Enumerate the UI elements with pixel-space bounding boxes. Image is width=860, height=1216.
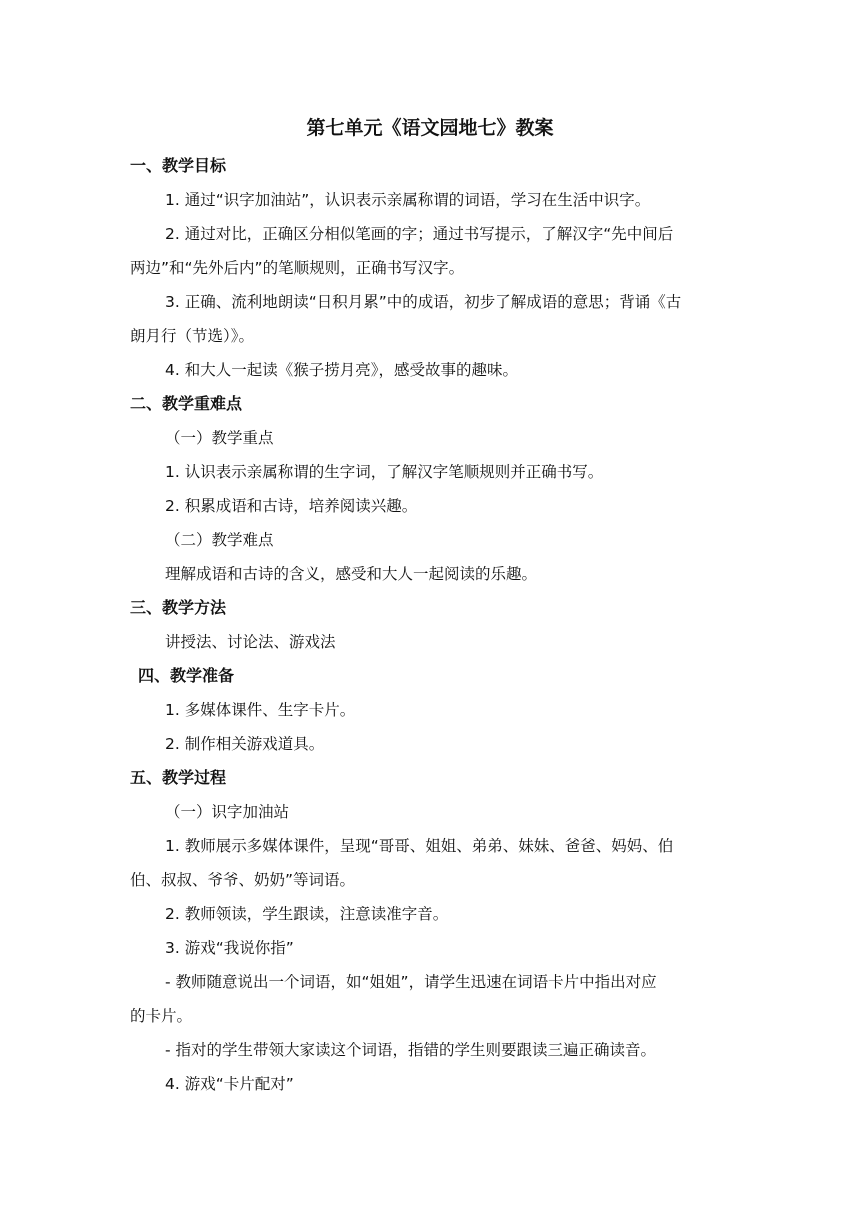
paragraph-line: 2. 积累成语和古诗，培养阅读兴趣。	[165, 497, 418, 515]
paragraph-line: 两边”和“先外后内”的笔顺规则，正确书写汉字。	[130, 259, 465, 277]
section-heading-methods: 三、教学方法	[130, 598, 227, 617]
paragraph-line: 4. 游戏“卡片配对”	[165, 1075, 294, 1093]
paragraph-line: 4. 和大人一起读《猴子捞月亮》，感受故事的趣味。	[165, 361, 518, 379]
paragraph-line: - 教师随意说出一个词语，如“姐姐”，请学生迅速在词语卡片中指出对应	[165, 973, 657, 991]
paragraph-line: 伯、叔叔、爷爷、奶奶”等词语。	[130, 871, 356, 889]
paragraph-line: 3. 游戏“我说你指”	[165, 939, 294, 957]
paragraph-line: - 指对的学生带领大家读这个词语，指错的学生则要跟读三遍正确读音。	[165, 1041, 657, 1059]
paragraph-line: 1. 通过“识字加油站”，认识表示亲属称谓的词语，学习在生活中识字。	[165, 191, 651, 209]
section-heading-process: 五、教学过程	[130, 768, 227, 787]
paragraph-line: 的卡片。	[130, 1007, 193, 1025]
paragraph-line: 2. 制作相关游戏道具。	[165, 735, 325, 753]
paragraph-line: 讲授法、讨论法、游戏法	[165, 633, 336, 651]
paragraph-line: 1. 多媒体课件、生字卡片。	[165, 701, 356, 719]
section-heading-preparation: 四、教学准备	[138, 666, 235, 685]
paragraph-line: 理解成语和古诗的含义，感受和大人一起阅读的乐趣。	[165, 565, 538, 583]
document-title: 第七单元《语文园地七》教案	[306, 117, 554, 139]
subheading: （一）教学重点	[165, 429, 274, 447]
paragraph-line: 1. 认识表示亲属称谓的生字词，了解汉字笔顺规则并正确书写。	[165, 463, 604, 481]
subheading: （一）识字加油站	[165, 803, 290, 821]
section-heading-key-points: 二、教学重难点	[130, 394, 243, 413]
paragraph-line: 2. 教师领读，学生跟读，注意读准字音。	[165, 905, 449, 923]
section-heading-objectives: 一、教学目标	[130, 156, 227, 175]
paragraph-line: 1. 教师展示多媒体课件，呈现“哥哥、姐姐、弟弟、妹妹、爸爸、妈妈、伯	[165, 837, 674, 855]
subheading: （二）教学难点	[165, 531, 274, 549]
paragraph-line: 2. 通过对比，正确区分相似笔画的字；通过书写提示，了解汉字“先中间后	[165, 225, 674, 243]
paragraph-line: 3. 正确、流利地朗读“日积月累”中的成语，初步了解成语的意思；背诵《古	[165, 293, 682, 311]
paragraph-line: 朗月行（节选）》。	[130, 327, 255, 345]
